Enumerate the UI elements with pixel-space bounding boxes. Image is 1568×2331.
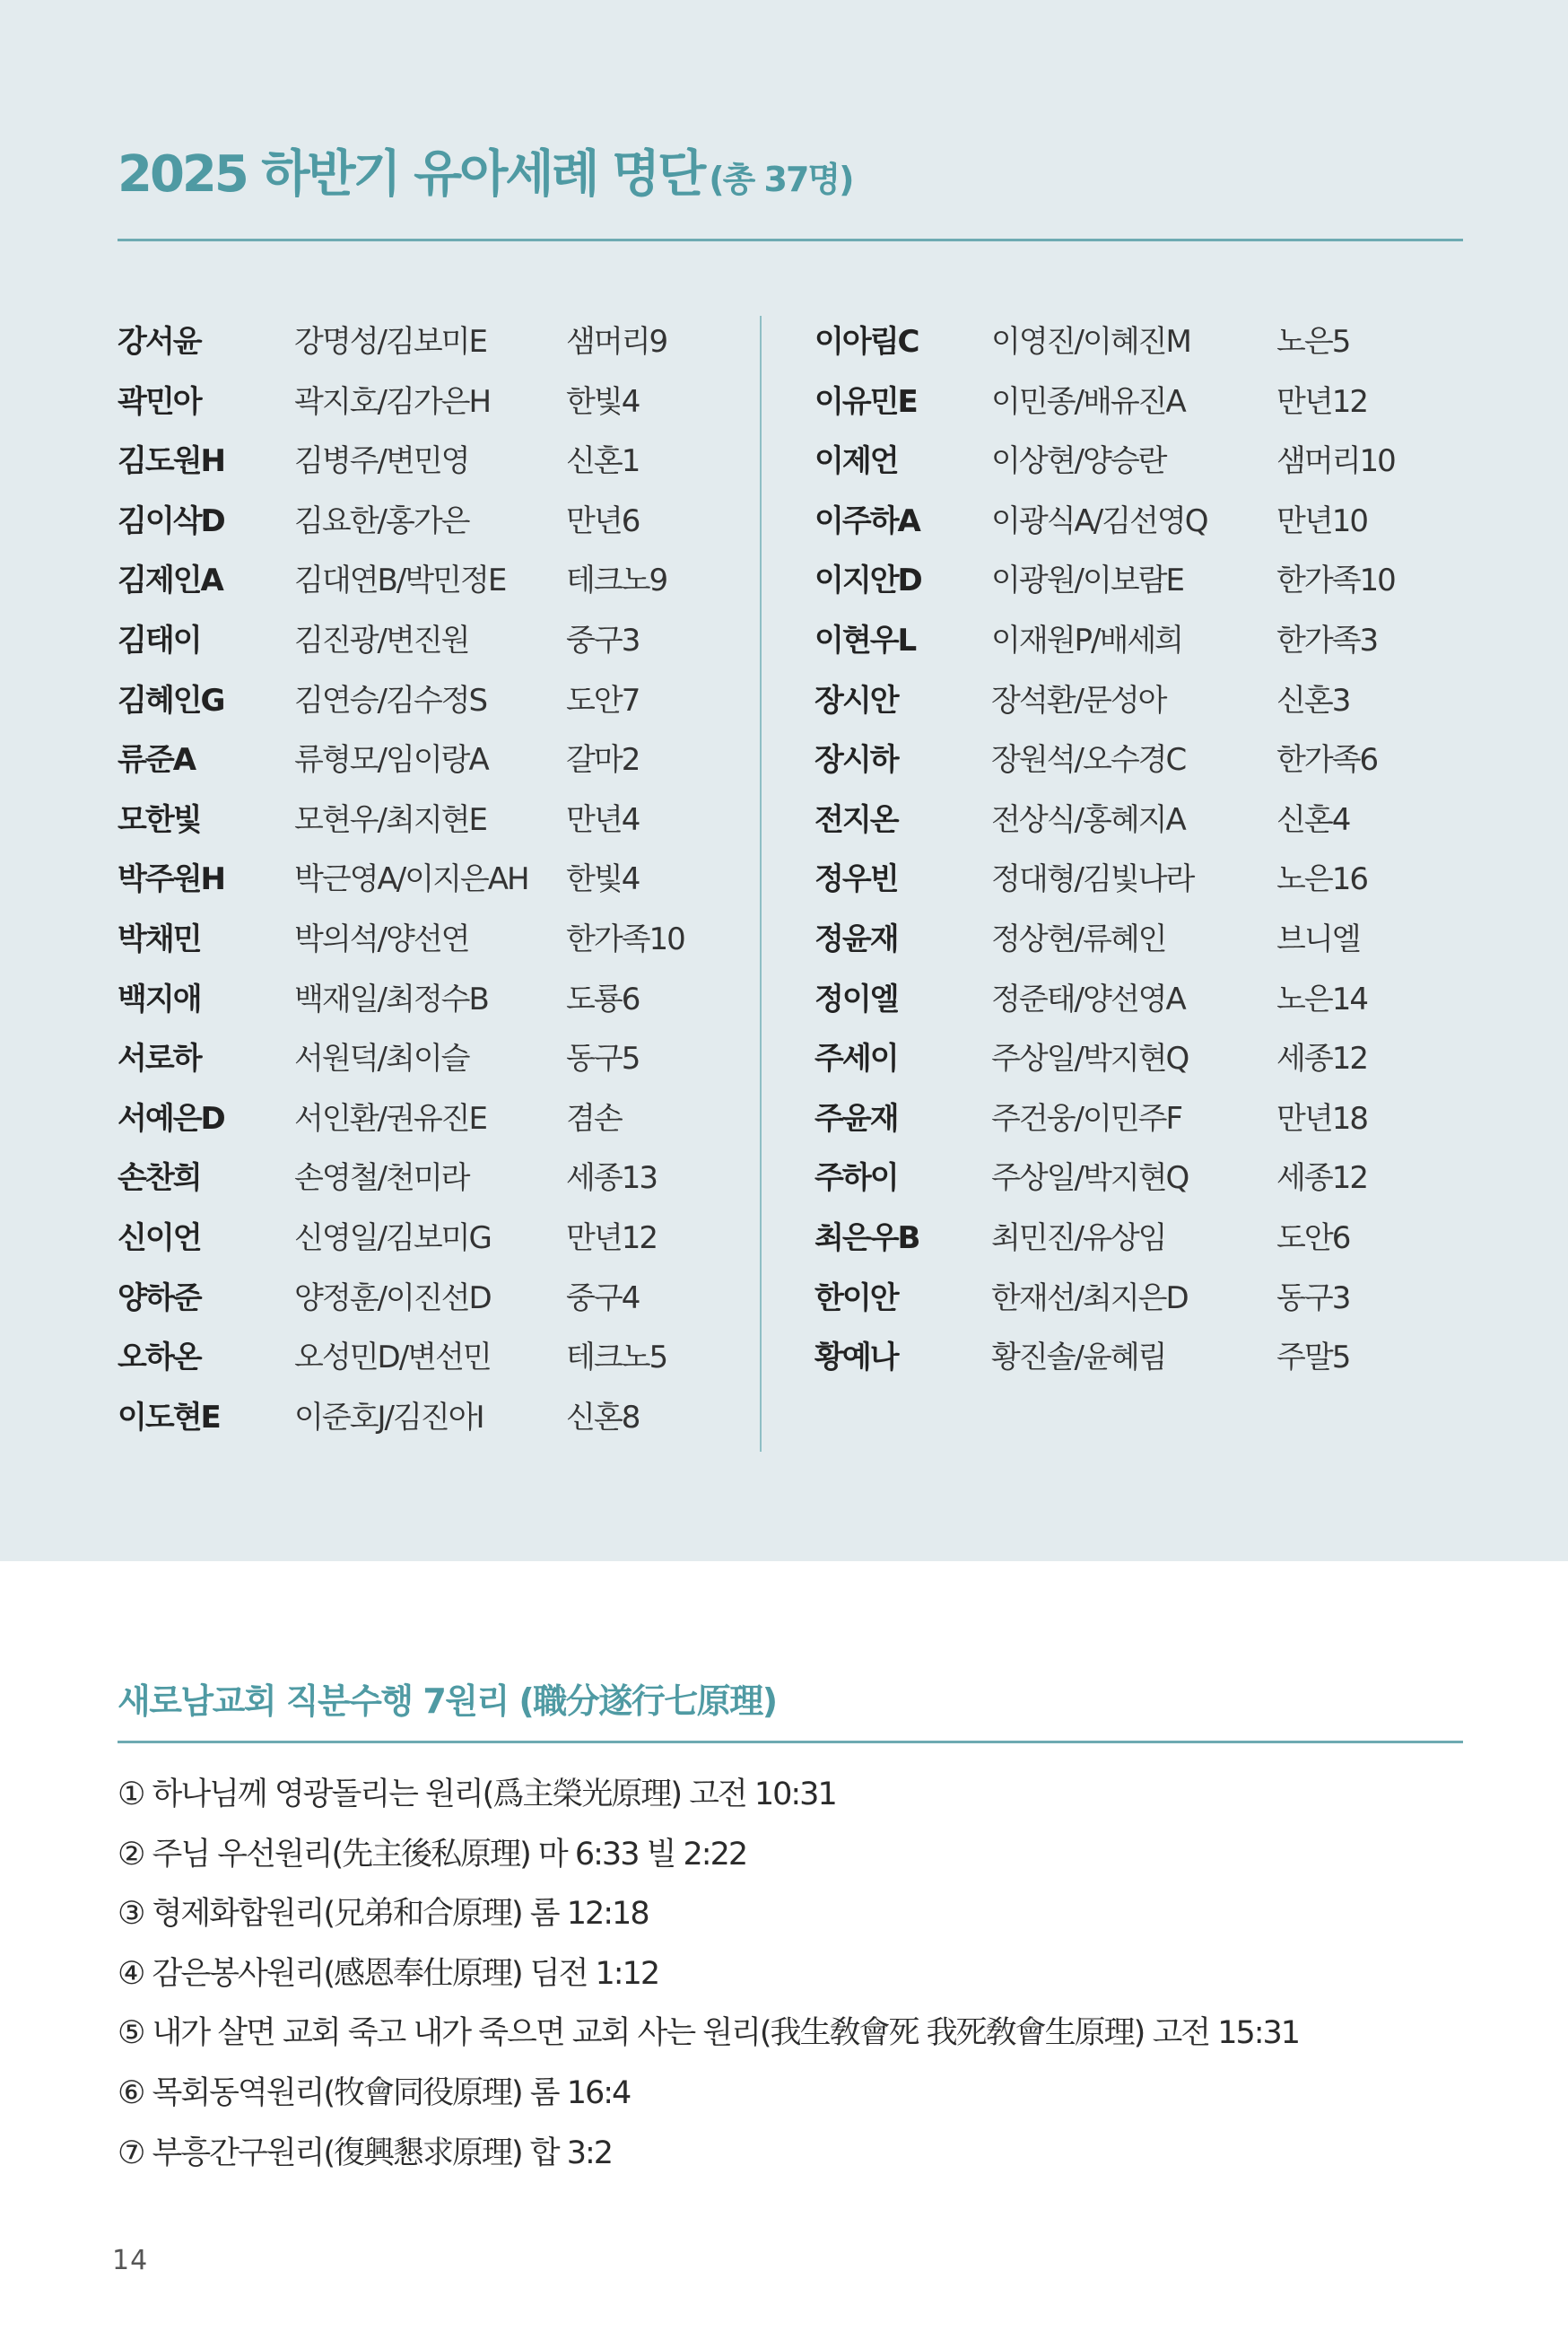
child-name: 곽민아 (118, 383, 201, 420)
group-name: 만년18 (1276, 1100, 1367, 1137)
principle-item: ⑤ 내가 살면 교회 죽고 내가 죽으면 교회 사는 원리(我生敎會死 我死敎會生原理) 고전 15:31 (118, 2015, 1300, 2052)
parents-names: 이상현/양승란 (991, 443, 1166, 480)
group-name: 노은14 (1276, 981, 1367, 1017)
child-name: 백지애 (118, 981, 201, 1017)
group-name: 신혼3 (1276, 682, 1350, 719)
group-name: 브니엘 (1276, 921, 1360, 957)
group-name: 한가족3 (1276, 622, 1378, 659)
group-name: 만년6 (566, 502, 640, 539)
child-name: 정윤재 (814, 921, 898, 957)
parents-names: 주건웅/이민주F (991, 1100, 1182, 1137)
child-name: 김태이 (118, 622, 201, 659)
group-name: 세종13 (566, 1160, 657, 1197)
child-name: 김혜인G (118, 682, 224, 719)
principle-item: ③ 형제화합원리(兄弟和合原理) 롬 12:18 (118, 1896, 649, 1933)
parents-names: 장원석/오수경C (991, 742, 1186, 779)
group-name: 신혼8 (566, 1399, 640, 1436)
parents-names: 김진광/변진원 (294, 622, 469, 659)
child-name: 황예나 (814, 1340, 898, 1376)
child-name: 한이안 (814, 1279, 898, 1316)
page-title-count: (총 37명) (709, 160, 853, 199)
parents-names: 최민진/유상임 (991, 1219, 1166, 1256)
child-name: 주세이 (814, 1041, 898, 1078)
group-name: 동구3 (1276, 1279, 1350, 1316)
group-name: 한가족10 (1276, 563, 1395, 599)
group-name: 중구3 (566, 622, 640, 659)
child-name: 전지온 (814, 801, 898, 838)
child-name: 이지안D (814, 563, 921, 599)
child-name: 주윤재 (814, 1100, 898, 1137)
group-name: 동구5 (566, 1041, 640, 1078)
child-name: 이아림C (814, 324, 919, 360)
child-name: 주하이 (814, 1160, 898, 1197)
parents-names: 이광원/이보람E (991, 563, 1184, 599)
parents-names: 손영철/천미라 (294, 1160, 469, 1197)
group-name: 테크노9 (566, 563, 667, 599)
child-name: 김이삭D (118, 502, 224, 539)
parents-names: 이준호J/김진아I (294, 1399, 483, 1436)
child-name: 강서윤 (118, 324, 201, 360)
child-name: 모한빛 (118, 801, 201, 838)
principle-item: ⑦ 부흥간구원리(復興懇求原理) 합 3:2 (118, 2135, 613, 2171)
parents-names: 곽지호/김가은H (294, 383, 491, 420)
child-name: 김제인A (118, 563, 222, 599)
group-name: 한가족6 (1276, 742, 1378, 779)
child-name: 신이언 (118, 1219, 201, 1256)
group-name: 노은5 (1276, 324, 1350, 360)
group-name: 한빛4 (566, 861, 640, 898)
parents-names: 정상현/류혜인 (991, 921, 1166, 957)
group-name: 세종12 (1276, 1160, 1367, 1197)
parents-names: 박의석/양선연 (294, 921, 469, 957)
principle-item: ② 주님 우선원리(先主後私原理) 마 6:33 빌 2:22 (118, 1836, 747, 1873)
group-name: 세종12 (1276, 1041, 1367, 1078)
parents-names: 한재선/최지은D (991, 1279, 1188, 1316)
parents-names: 신영일/김보미G (294, 1219, 491, 1256)
child-name: 손찬희 (118, 1160, 201, 1197)
child-name: 양하준 (118, 1279, 201, 1316)
parents-names: 양정훈/이진선D (294, 1279, 491, 1316)
group-name: 도룡6 (566, 981, 640, 1017)
child-name: 장시하 (814, 742, 898, 779)
parents-names: 주상일/박지현Q (991, 1041, 1189, 1078)
group-name: 한가족10 (566, 921, 684, 957)
group-name: 도안7 (566, 682, 640, 719)
group-name: 한빛4 (566, 383, 640, 420)
parents-names: 이영진/이혜진M (991, 324, 1190, 360)
group-name: 샘머리9 (566, 324, 667, 360)
parents-names: 서원덕/최이슬 (294, 1041, 469, 1078)
child-name: 이현우L (814, 622, 916, 659)
parents-names: 이광식A/김선영Q (991, 502, 1207, 539)
group-name: 만년12 (1276, 383, 1367, 420)
title-divider (118, 239, 1463, 241)
parents-names: 백재일/최정수B (294, 981, 488, 1017)
child-name: 서로하 (118, 1041, 201, 1078)
principles-list (118, 1769, 1299, 2187)
parents-names: 김연승/김수정S (294, 682, 487, 719)
parents-names: 오성민D/변선민 (294, 1340, 491, 1376)
group-name: 샘머리10 (1276, 443, 1395, 480)
parents-names: 정준태/양선영A (991, 981, 1185, 1017)
group-name: 노은16 (1276, 861, 1367, 898)
column-divider (760, 316, 762, 1452)
group-name: 테크노5 (566, 1340, 667, 1376)
parents-names: 서인환/권유진E (294, 1100, 487, 1137)
child-name: 김도원H (118, 443, 224, 480)
group-name: 만년10 (1276, 502, 1367, 539)
parents-names: 전상식/홍혜지A (991, 801, 1185, 838)
principle-item: ① 하나님께 영광돌리는 원리(爲主榮光原理) 고전 10:31 (118, 1777, 836, 1812)
parents-names: 류형모/임이랑A (294, 742, 488, 779)
parents-names: 김대연B/박민정E (294, 563, 506, 599)
principles-heading: 새로남교회 직분수행 7원리 (職分遂行七原理) (118, 1681, 777, 1721)
parents-names: 이민종/배유진A (991, 383, 1185, 420)
parents-names: 황진솔/윤혜림 (991, 1340, 1166, 1376)
group-name: 중구4 (566, 1279, 640, 1316)
principle-item: ④ 감은봉사원리(感恩奉仕原理) 딤전 1:12 (118, 1955, 659, 1992)
child-name: 이주하A (814, 502, 919, 539)
group-name: 신혼1 (566, 443, 640, 480)
group-name: 주말5 (1276, 1340, 1350, 1376)
page-number: 14 (112, 2245, 149, 2276)
child-name: 장시안 (814, 682, 898, 719)
parents-names: 모현우/최지현E (294, 801, 487, 838)
principles-divider (118, 1741, 1463, 1743)
group-name: 만년12 (566, 1219, 657, 1256)
page-title (118, 135, 852, 206)
child-name: 이제언 (814, 443, 898, 480)
child-name: 이도현E (118, 1399, 220, 1436)
child-name: 박주원H (118, 861, 224, 898)
child-name: 류준A (118, 742, 196, 779)
group-name: 겸손 (566, 1100, 622, 1137)
group-name: 신혼4 (1276, 801, 1350, 838)
page-title-text: 2025 하반기 유아세례 명단 (118, 145, 704, 204)
parents-names: 강명성/김보미E (294, 324, 487, 360)
parents-names: 이재원P/배세희 (991, 622, 1183, 659)
principle-item: ⑥ 목회동역원리(牧會同役原理) 롬 16:4 (118, 2074, 631, 2111)
child-name: 정이엘 (814, 981, 898, 1017)
child-name: 서예은D (118, 1100, 224, 1137)
parents-names: 장석환/문성아 (991, 682, 1166, 719)
parents-names: 박근영A/이지은AH (294, 861, 528, 898)
child-name: 이유민E (814, 383, 917, 420)
child-name: 오하온 (118, 1340, 201, 1376)
group-name: 도안6 (1276, 1219, 1350, 1256)
group-name: 만년4 (566, 801, 640, 838)
parents-names: 김병주/변민영 (294, 443, 469, 480)
parents-names: 정대형/김빛나라 (991, 861, 1194, 898)
parents-names: 김요한/홍가은 (294, 502, 469, 539)
parents-names: 주상일/박지현Q (991, 1160, 1189, 1197)
child-name: 최은우B (814, 1219, 919, 1256)
child-name: 박채민 (118, 921, 201, 957)
child-name: 정우빈 (814, 861, 898, 898)
group-name: 갈마2 (566, 742, 640, 779)
